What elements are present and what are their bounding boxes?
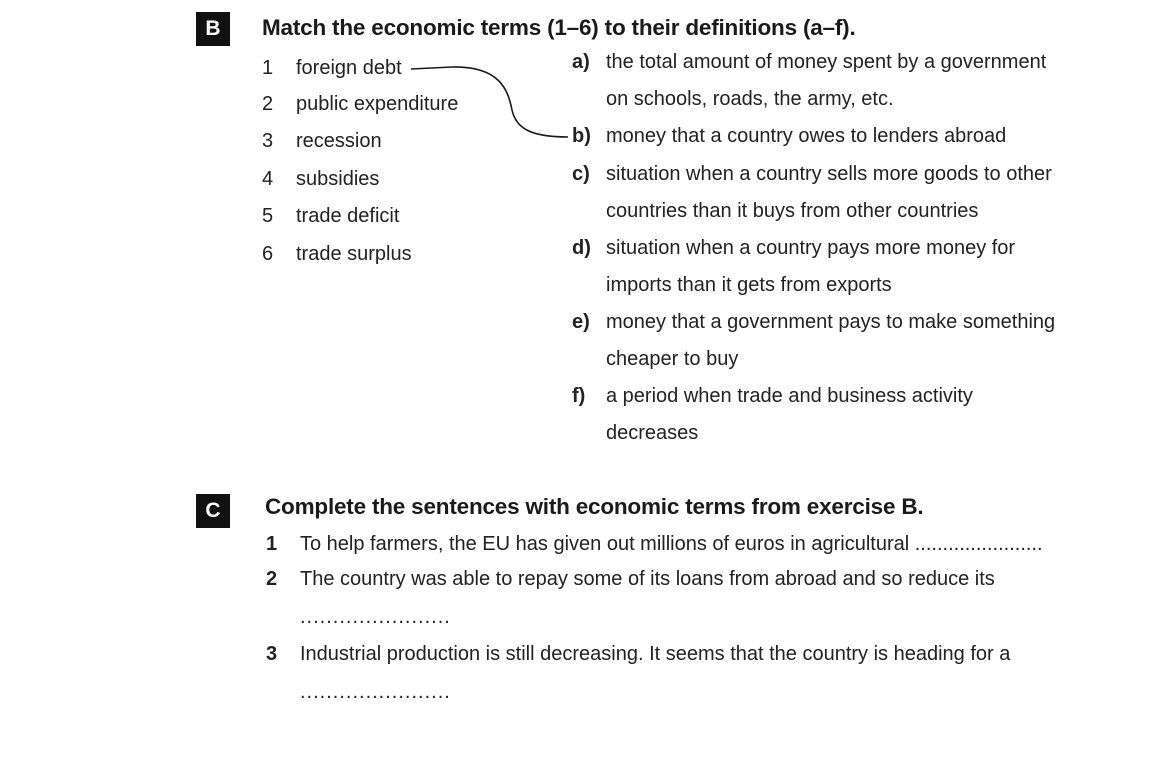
definition-line: a period when trade and business activity	[606, 385, 973, 407]
term-number: 2	[262, 93, 274, 115]
definition-letter: c)	[572, 163, 590, 185]
term-text: trade deficit	[296, 205, 400, 227]
term-text: foreign debt	[296, 57, 402, 79]
exercise-c-badge: C	[196, 494, 230, 528]
definition-letter: e)	[572, 311, 590, 333]
definition-item	[572, 230, 1132, 304]
definition-letter: f)	[572, 385, 586, 407]
sentence-text[interactable]: To help farmers, the EU has given out millions of euros in agricultural .......................	[300, 533, 1043, 555]
definition-line: situation when a country pays more money for	[606, 237, 1016, 259]
term-text: recession	[296, 130, 382, 152]
exercise-b-instruction: Match the economic terms (1–6) to their definitions (a–f).	[262, 15, 856, 40]
definition-letter: d)	[572, 237, 591, 259]
term-item	[262, 243, 412, 266]
term-text: subsidies	[296, 168, 380, 190]
answer-blank[interactable]: .......................	[300, 681, 451, 703]
sentence-number: 3	[266, 643, 278, 665]
sentence-item	[266, 533, 1126, 563]
definition-line: situation when a country sells more goods to other	[606, 163, 1052, 185]
sentence-text: The country was able to repay some of its loans from abroad and so reduce its	[300, 568, 995, 590]
definition-line: money that a country owes to lenders abroad	[606, 125, 1007, 147]
exercise-b-badge: B	[196, 12, 230, 46]
definition-item	[572, 304, 1132, 378]
definition-letter: a)	[572, 51, 590, 73]
term-number: 3	[262, 130, 274, 152]
definition-item	[572, 118, 1132, 155]
sentence-item	[266, 643, 1126, 713]
term-number: 4	[262, 168, 274, 190]
term-number: 5	[262, 205, 274, 227]
term-item	[262, 205, 399, 228]
definition-line: imports than it gets from exports	[606, 274, 892, 296]
definition-line: countries than it buys from other countries	[606, 200, 979, 222]
term-number: 6	[262, 243, 274, 265]
term-item	[262, 93, 458, 116]
definition-item	[572, 156, 1132, 230]
term-text: public expenditure	[296, 93, 459, 115]
definition-item	[572, 378, 1132, 452]
definition-line: decreases	[606, 422, 699, 444]
sentence-item	[266, 568, 1126, 638]
term-text: trade surplus	[296, 243, 412, 265]
definition-line: on schools, roads, the army, etc.	[606, 88, 894, 110]
answer-blank[interactable]: .......................	[300, 606, 451, 628]
term-item	[262, 57, 402, 80]
sentence-number: 1	[266, 533, 278, 555]
exercise-c-instruction: Complete the sentences with economic terms from exercise B.	[265, 494, 924, 519]
sentence-number: 2	[266, 568, 278, 590]
definition-line: cheaper to buy	[606, 348, 739, 370]
definition-letter: b)	[572, 125, 591, 147]
term-item	[262, 130, 382, 153]
definition-line: money that a government pays to make something	[606, 311, 1056, 333]
term-number: 1	[262, 57, 274, 79]
definition-item	[572, 44, 1132, 118]
definition-line: the total amount of money spent by a government	[606, 51, 1047, 73]
sentence-text: Industrial production is still decreasing. It seems that the country is heading for a	[300, 643, 1011, 665]
term-item	[262, 168, 379, 191]
